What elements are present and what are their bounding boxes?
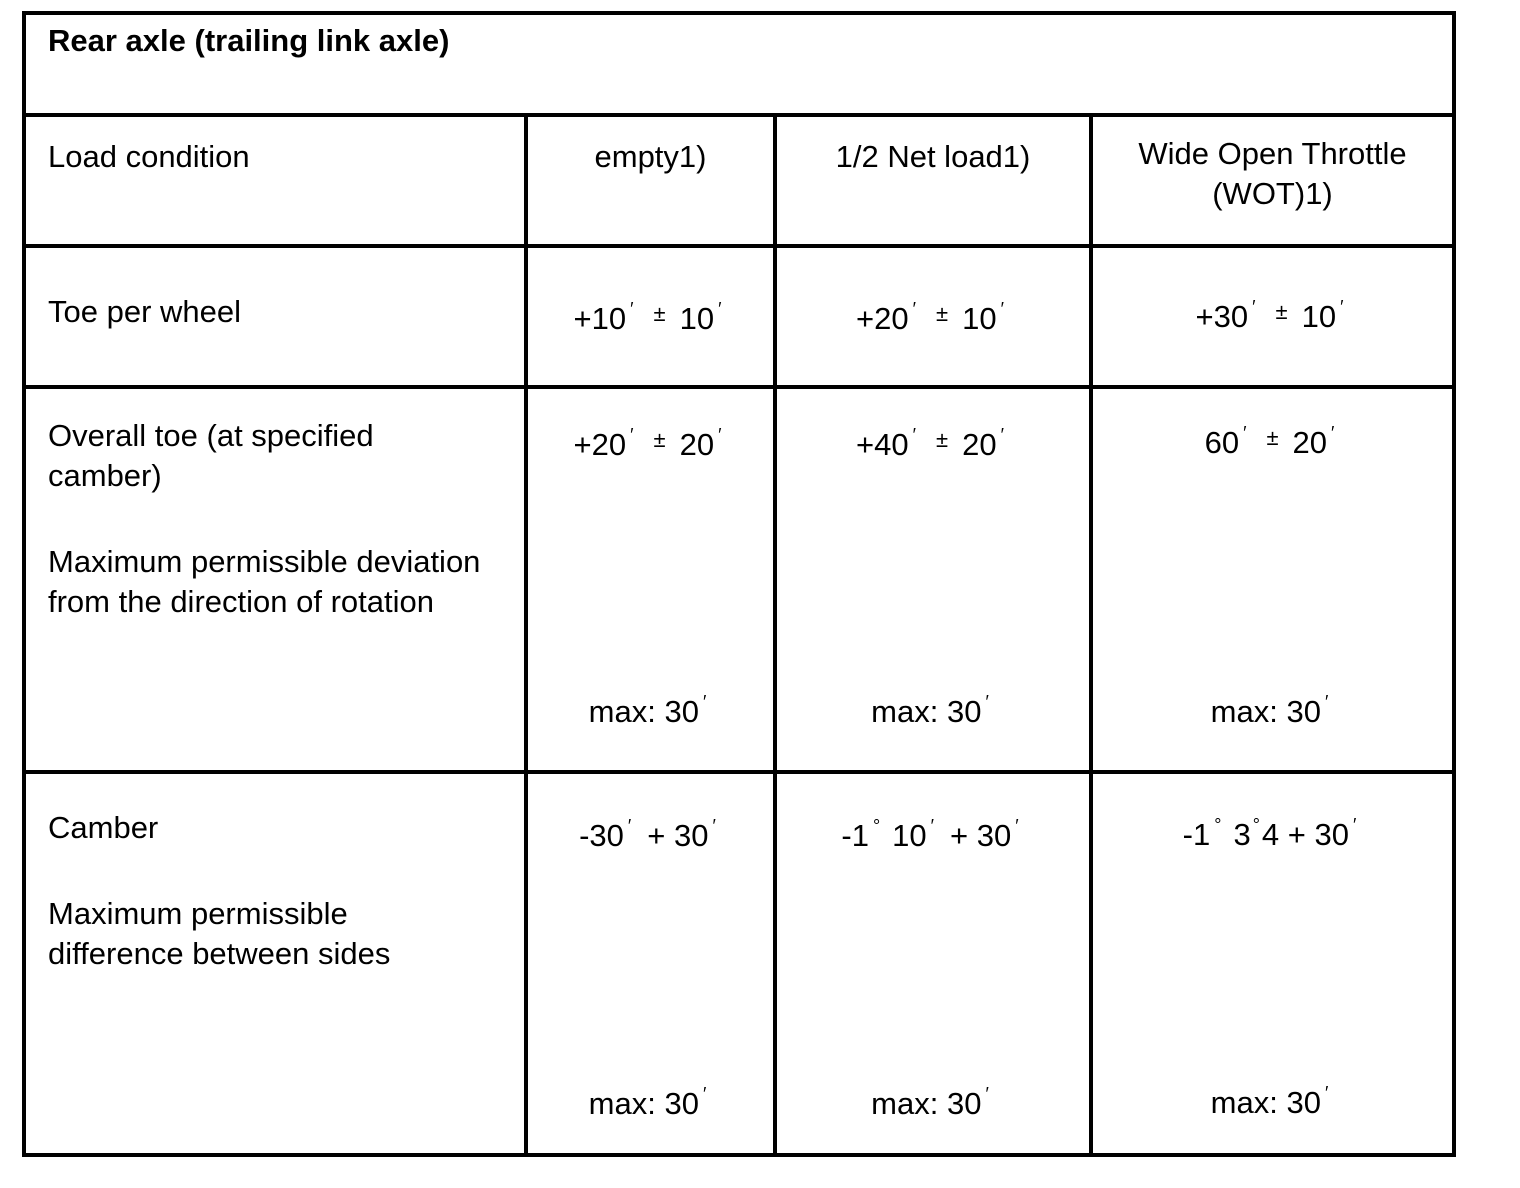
row-divider-overall-toe xyxy=(22,770,1456,774)
header-load-condition: Load condition xyxy=(48,139,250,174)
row-note-max-deviation-line1: Maximum permissible deviation xyxy=(48,544,481,579)
overall-toe-empty: +20 ′ ± 20 ′ xyxy=(573,425,722,462)
camber-half-load: -1 ° 10 ′ + 30 ′ xyxy=(841,816,1019,853)
camber-max-half-load: max: 30 ′ xyxy=(871,1084,989,1121)
toe-per-wheel-empty: +10 ′ ± 10 ′ xyxy=(573,299,722,336)
toe-per-wheel-wot: +30 ′ ± 10 ′ xyxy=(1195,297,1344,334)
row-divider-toe-per-wheel xyxy=(22,385,1456,389)
table-border-bottom xyxy=(22,1153,1456,1157)
row-note-max-difference-line1: Maximum permissible xyxy=(48,896,348,931)
overall-toe-max-half-load: max: 30 ′ xyxy=(871,692,989,729)
row-label-toe-per-wheel: Toe per wheel xyxy=(48,294,242,329)
header-wot-line1: Wide Open Throttle xyxy=(1138,136,1407,171)
column-divider-2 xyxy=(773,115,777,1157)
column-divider-1 xyxy=(524,115,528,1157)
table-title: Rear axle (trailing link axle) xyxy=(48,23,450,58)
overall-toe-half-load: +40 ′ ± 20 ′ xyxy=(856,425,1004,462)
table-border-right xyxy=(1452,11,1456,1157)
overall-toe-max-empty: max: 30 ′ xyxy=(588,692,707,729)
row-note-max-deviation-line2: from the direction of rotation xyxy=(48,584,434,619)
column-divider-3 xyxy=(1089,115,1093,1157)
table-border-top xyxy=(22,11,1456,15)
row-divider-title xyxy=(22,113,1456,117)
row-divider-header xyxy=(22,244,1456,248)
camber-empty: -30 ′ + 30 ′ xyxy=(579,816,716,853)
camber-max-empty: max: 30 ′ xyxy=(588,1084,707,1121)
header-half-net-load: 1/2 Net load1) xyxy=(835,139,1031,174)
row-label-overall-toe-line2: camber) xyxy=(48,458,162,493)
row-label-overall-toe-line1: Overall toe (at specified xyxy=(48,418,374,453)
toe-per-wheel-half-load: +20 ′ ± 10 ′ xyxy=(856,299,1004,336)
header-empty: empty1) xyxy=(594,139,707,174)
camber-max-wot: max: 30 ′ xyxy=(1210,1083,1329,1120)
table-border-left xyxy=(22,11,26,1157)
row-label-camber: Camber xyxy=(48,810,159,845)
camber-wot: -1 ° 3 °4 + 30 ′ xyxy=(1182,815,1357,852)
rear-axle-spec-table xyxy=(22,11,1456,1157)
header-wot-line2: (WOT)1) xyxy=(1212,176,1333,211)
overall-toe-wot: 60 ′ ± 20 ′ xyxy=(1204,423,1335,460)
overall-toe-max-wot: max: 30 ′ xyxy=(1210,692,1329,729)
row-note-max-difference-line2: difference between sides xyxy=(48,936,391,971)
